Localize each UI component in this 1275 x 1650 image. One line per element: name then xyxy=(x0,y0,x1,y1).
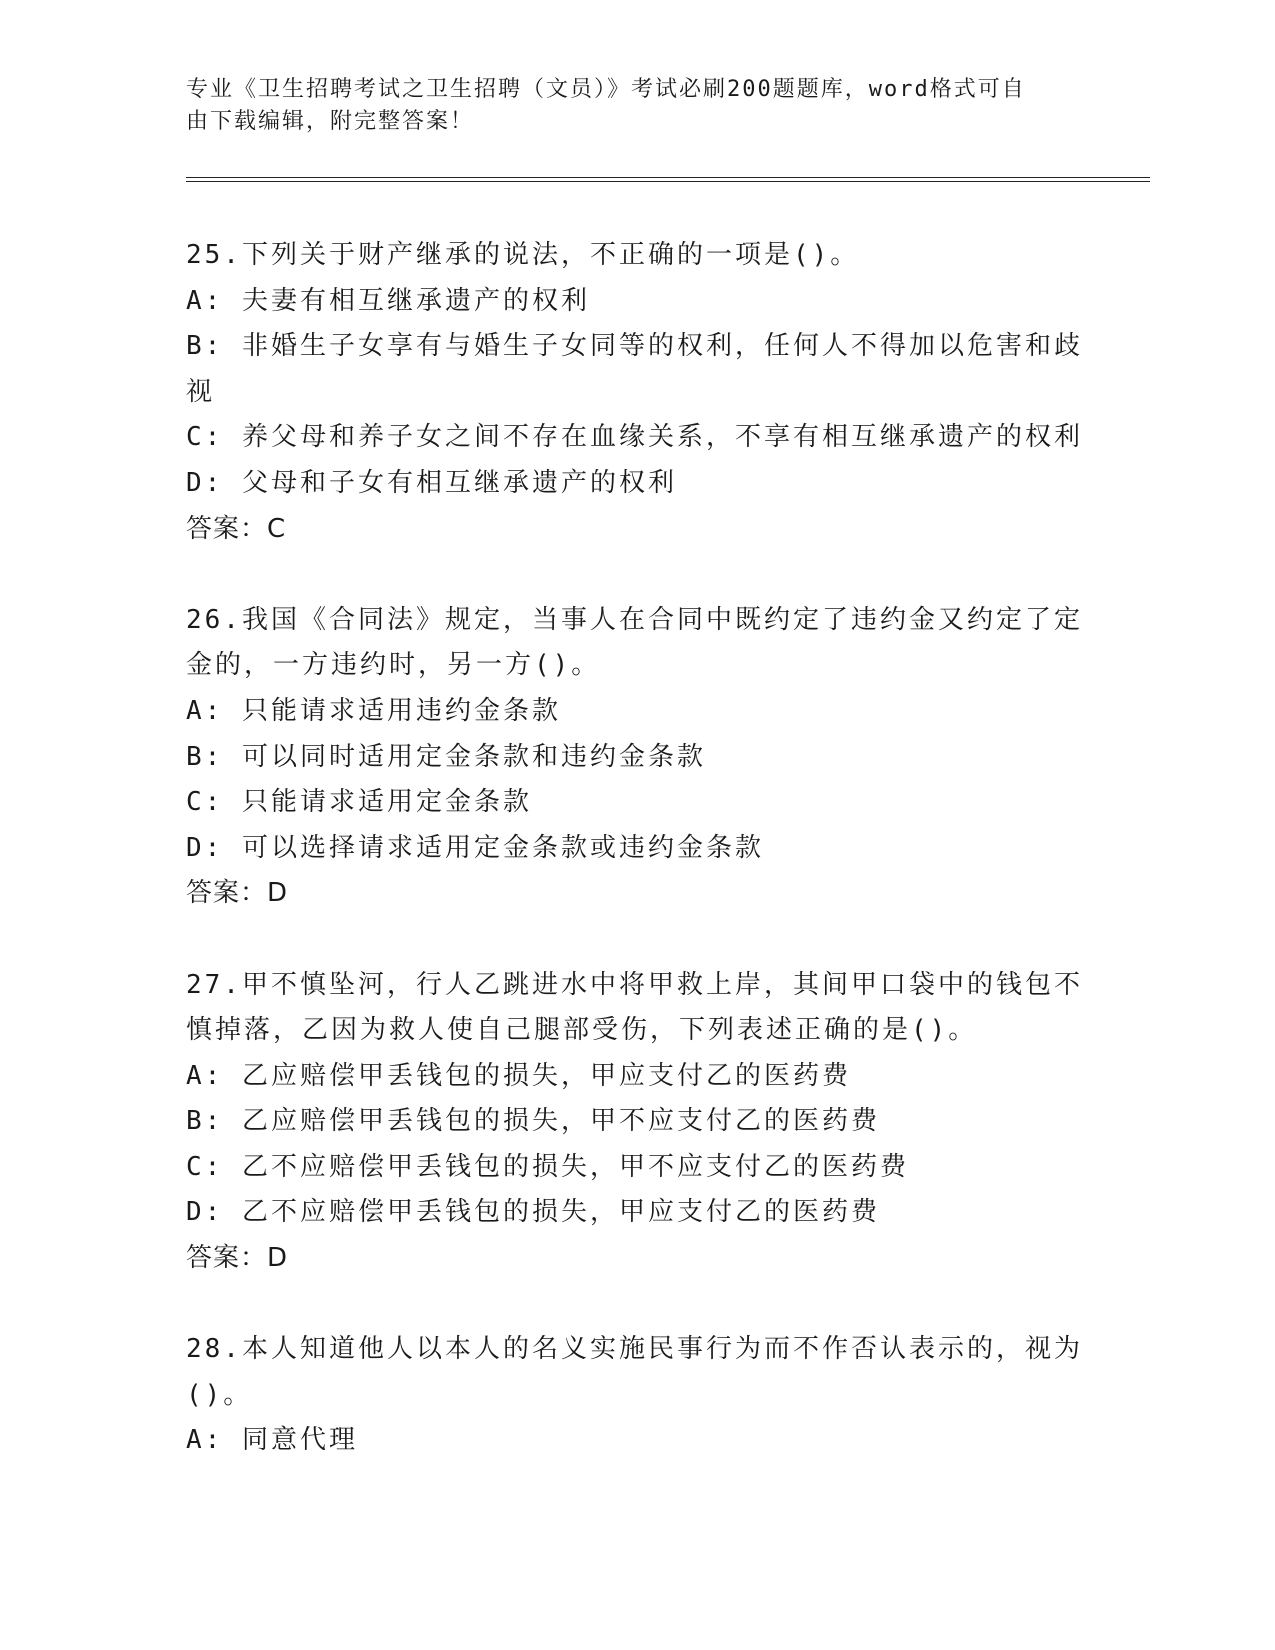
question-stem: 27.甲不慎坠河，行人乙跳进水中将甲救上岸，其间甲口袋中的钱包不 xyxy=(186,969,1083,1000)
question-spacer xyxy=(186,552,1086,598)
answer-option: A: 乙应赔偿甲丢钱包的损失，甲应支付乙的医药费 xyxy=(186,1060,851,1091)
header-divider-top xyxy=(186,177,1150,178)
answer-option: D: 父母和子女有相互继承遗产的权利 xyxy=(186,467,677,498)
question-stem: 25.下列关于财产继承的说法，不正确的一项是()。 xyxy=(186,240,860,270)
document-header xyxy=(186,74,1066,138)
answer-key: 答案：C xyxy=(186,513,287,544)
question-block xyxy=(186,963,1086,1282)
question-stem: 金的，一方违约时，另一方()。 xyxy=(186,650,601,681)
answer-key: 答案：D xyxy=(186,878,289,909)
question-block xyxy=(186,233,1086,552)
question-stem: 慎掉落，乙因为救人使自己腿部受伤，下列表述正确的是()。 xyxy=(186,1015,978,1046)
answer-option: A: 夫妻有相互继承遗产的权利 xyxy=(186,285,590,316)
question-stem: ()。 xyxy=(186,1379,253,1410)
answer-option: B: 乙应赔偿甲丢钱包的损失，甲不应支付乙的医药费 xyxy=(186,1106,880,1137)
answer-option: C: 养父母和养子女之间不存在血缘关系，不享有相互继承遗产的权利 xyxy=(186,422,1083,453)
answer-option: A: 同意代理 xyxy=(186,1425,358,1456)
question-spacer xyxy=(186,917,1086,963)
answer-option: B: 非婚生子女享有与婚生子女同等的权利，任何人不得加以危害和歧 xyxy=(186,331,1083,362)
answer-option: B: 可以同时适用定金条款和违约金条款 xyxy=(186,741,706,772)
answer-option: D: 乙不应赔偿甲丢钱包的损失，甲应支付乙的医药费 xyxy=(186,1197,880,1228)
question-list xyxy=(186,233,1086,1464)
answer-option: D: 可以选择请求适用定金条款或违约金条款 xyxy=(186,832,764,863)
answer-option: 视 xyxy=(186,376,216,407)
question-block xyxy=(186,598,1086,917)
answer-option: C: 乙不应赔偿甲丢钱包的损失，甲不应支付乙的医药费 xyxy=(186,1151,909,1182)
answer-option: C: 只能请求适用定金条款 xyxy=(186,787,532,818)
question-block xyxy=(186,1327,1086,1464)
header-line-2: 由下载编辑，附完整答案！ xyxy=(186,109,475,134)
header-line-1: 专业《卫生招聘考试之卫生招聘（文员）》考试必刷200题题库，word格式可自 xyxy=(186,77,1026,102)
question-stem: 28.本人知道他人以本人的名义实施民事行为而不作否认表示的，视为 xyxy=(186,1334,1083,1365)
answer-option: A: 只能请求适用违约金条款 xyxy=(186,695,561,726)
question-spacer xyxy=(186,1282,1086,1328)
answer-key: 答案：D xyxy=(186,1243,289,1274)
question-stem: 26.我国《合同法》规定，当事人在合同中既约定了违约金又约定了定 xyxy=(186,604,1083,635)
header-divider-bottom xyxy=(186,181,1150,182)
